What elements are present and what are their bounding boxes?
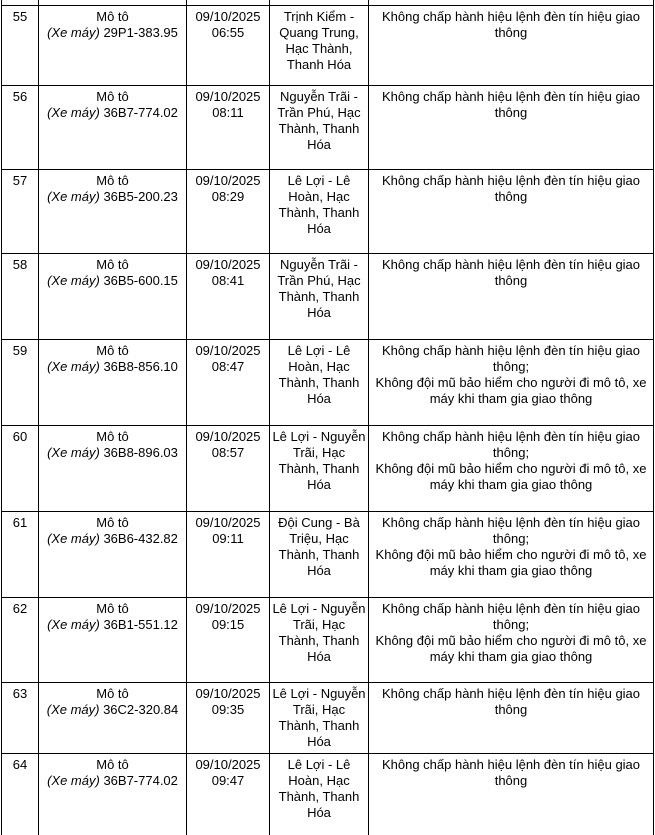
vehicle-type: Mô tô <box>96 515 129 530</box>
datetime-cell <box>187 426 270 512</box>
vehicle-plate-line <box>41 773 184 789</box>
row-index: 59 <box>12 343 28 358</box>
vehicle-plate-line <box>41 105 184 121</box>
datetime-cell <box>187 254 270 340</box>
vehicle-cell <box>39 426 187 512</box>
row-index: 55 <box>12 9 28 24</box>
vehicle-type: Mô tô <box>96 686 129 701</box>
plate-number: 36B1-551.12 <box>99 617 178 632</box>
vehicle-plate-line <box>41 25 184 41</box>
violation-time: 09:11 <box>212 531 244 546</box>
vehicle-type: Mô tô <box>96 173 129 188</box>
vehicle-plate-line <box>41 617 184 633</box>
violation-cell <box>369 170 654 254</box>
violation-text: Không chấp hành hiệu lệnh đèn tín hiệu giao thông; <box>381 429 641 460</box>
vehicle-type: Mô tô <box>96 429 129 444</box>
table-row <box>2 598 654 683</box>
location-cell: Nguyễn Trãi - Trần Phú, Hạc Thành, Thanh Hóa <box>270 86 369 170</box>
row-index-cell <box>2 426 39 512</box>
table-row <box>2 170 654 254</box>
violation-text: Không chấp hành hiệu lệnh đèn tín hiệu giao thông <box>381 257 641 288</box>
row-index: 62 <box>12 601 28 616</box>
datetime-cell <box>187 683 270 754</box>
vehicle-cell <box>39 598 187 683</box>
violation-date: 09/10/2025 <box>195 173 261 188</box>
location-cell: Lê Lợi - Lê Hoàn, Hạc Thành, Thanh Hóa <box>270 340 369 426</box>
plate-number: 36B6-432.82 <box>99 531 178 546</box>
row-index-cell <box>2 254 39 340</box>
location-cell: Lê Lợi - Nguyễn Trãi, Hạc Thành, Thanh Hóa <box>270 683 369 754</box>
violation-date: 09/10/2025 <box>195 515 261 530</box>
violation-cell <box>369 512 654 598</box>
vehicle-type: Mô tô <box>96 257 129 272</box>
vehicle-plate-line <box>41 273 184 289</box>
vehicle-plate-line <box>41 531 184 547</box>
vehicle-cell <box>39 86 187 170</box>
plate-number: 36C2-320.84 <box>99 702 179 717</box>
vehicle-kind: (Xe máy) <box>47 189 100 204</box>
violation-text: Không chấp hành hiệu lệnh đèn tín hiệu giao thông <box>381 757 641 788</box>
row-index: 56 <box>12 89 28 104</box>
violation-date: 09/10/2025 <box>195 429 261 444</box>
vehicle-plate-line <box>41 702 184 718</box>
plate-number: 36B5-600.15 <box>99 273 178 288</box>
vehicle-kind: (Xe máy) <box>47 445 100 460</box>
vehicle-cell <box>39 683 187 754</box>
violation-time: 08:11 <box>212 105 244 120</box>
violation-text: Không đội mũ bảo hiểm cho người đi mô tô, xe máy khi tham gia giao thông <box>375 633 647 664</box>
plate-number: 36B8-896.03 <box>99 445 178 460</box>
vehicle-type: Mô tô <box>96 601 129 616</box>
violation-text: Không chấp hành hiệu lệnh đèn tín hiệu giao thông <box>381 173 641 204</box>
datetime-cell <box>187 340 270 426</box>
vehicle-kind: (Xe máy) <box>47 617 100 632</box>
violation-text: Không chấp hành hiệu lệnh đèn tín hiệu giao thông; <box>381 343 641 374</box>
violation-text: Không chấp hành hiệu lệnh đèn tín hiệu giao thông <box>381 89 641 120</box>
vehicle-kind: (Xe máy) <box>47 273 100 288</box>
vehicle-plate-line <box>41 445 184 461</box>
violation-cell <box>369 86 654 170</box>
violation-time: 06:55 <box>211 25 245 40</box>
plate-number: 36B8-856.10 <box>99 359 178 374</box>
row-index-cell <box>2 683 39 754</box>
vehicle-plate-line <box>41 189 184 205</box>
violation-date: 09/10/2025 <box>195 757 261 772</box>
plate-number: 36B7-774.02 <box>99 773 178 788</box>
datetime-cell <box>187 754 270 835</box>
vehicle-kind: (Xe máy) <box>46 702 100 717</box>
row-index-cell <box>2 754 39 835</box>
row-index-cell <box>2 598 39 683</box>
vehicle-kind: (Xe máy) <box>47 773 100 788</box>
vehicle-cell <box>39 340 187 426</box>
violation-text: Không chấp hành hiệu lệnh đèn tín hiệu giao thông <box>381 686 641 717</box>
vehicle-type: Mô tô <box>96 89 129 104</box>
location-cell: Trịnh Kiểm - Quang Trung, Hạc Thành, Thanh Hóa <box>270 6 369 86</box>
plate-number: 36B7-774.02 <box>99 105 178 120</box>
datetime-cell <box>187 598 270 683</box>
row-index-cell <box>2 86 39 170</box>
violation-time: 08:57 <box>211 445 245 460</box>
violation-date: 09/10/2025 <box>195 343 261 358</box>
violation-date: 09/10/2025 <box>195 9 261 24</box>
location-cell: Lê Lợi - Lê Hoàn, Hạc Thành, Thanh Hóa <box>270 170 369 254</box>
plate-number: 29P1-383.95 <box>99 25 178 40</box>
violation-cell <box>369 683 654 754</box>
table-row <box>2 683 654 754</box>
row-index: 60 <box>12 429 28 444</box>
violation-time: 08:41 <box>211 273 245 288</box>
row-index-cell <box>2 6 39 86</box>
violation-time: 08:29 <box>211 189 245 204</box>
plate-number: 36B5-200.23 <box>99 189 178 204</box>
datetime-cell <box>187 6 270 86</box>
row-index-cell <box>2 170 39 254</box>
violation-text: Không chấp hành hiệu lệnh đèn tín hiệu giao thông <box>381 9 641 40</box>
violation-time: 09:47 <box>211 773 245 788</box>
vehicle-kind: (Xe máy) <box>47 105 100 120</box>
vehicle-cell <box>39 170 187 254</box>
table-row <box>2 426 654 512</box>
row-index: 57 <box>12 173 28 188</box>
violation-cell <box>369 340 654 426</box>
vehicle-type: Mô tô <box>96 757 129 772</box>
table-row <box>2 6 654 86</box>
table-row <box>2 254 654 340</box>
location-cell: Lê Lợi - Nguyễn Trãi, Hạc Thành, Thanh Hóa <box>270 426 369 512</box>
datetime-cell <box>187 86 270 170</box>
datetime-cell <box>187 170 270 254</box>
vehicle-kind: (Xe máy) <box>47 359 100 374</box>
table-row <box>2 754 654 835</box>
violation-date: 09/10/2025 <box>195 257 261 272</box>
violation-time: 09:35 <box>211 702 245 717</box>
violation-cell <box>369 426 654 512</box>
violation-cell <box>369 598 654 683</box>
table-row <box>2 512 654 598</box>
table-body <box>2 0 654 835</box>
violation-cell <box>369 6 654 86</box>
violation-cell <box>369 254 654 340</box>
row-index: 63 <box>12 686 28 701</box>
violation-date: 09/10/2025 <box>195 601 261 616</box>
violation-cell <box>369 754 654 835</box>
location-cell: Lê Lợi - Nguyễn Trãi, Hạc Thành, Thanh Hóa <box>270 598 369 683</box>
violation-text: Không chấp hành hiệu lệnh đèn tín hiệu giao thông; <box>381 515 641 546</box>
vehicle-kind: (Xe máy) <box>47 25 100 40</box>
vehicle-cell <box>39 6 187 86</box>
violation-text: Không đội mũ bảo hiểm cho người đi mô tô, xe máy khi tham gia giao thông <box>375 461 647 492</box>
row-index: 64 <box>12 757 28 772</box>
location-cell: Nguyễn Trãi - Trần Phú, Hạc Thành, Thanh Hóa <box>270 254 369 340</box>
vehicle-type: Mô tô <box>96 9 129 24</box>
vehicle-type: Mô tô <box>96 343 129 358</box>
violation-time: 08:47 <box>211 359 245 374</box>
violation-date: 09/10/2025 <box>195 89 261 104</box>
violation-text: Không đội mũ bảo hiểm cho người đi mô tô, xe máy khi tham gia giao thông <box>375 375 647 406</box>
violation-date: 09/10/2025 <box>195 686 261 701</box>
location-cell: Lê Lợi - Lê Hoàn, Hạc Thành, Thanh Hóa <box>270 754 369 835</box>
vehicle-cell <box>39 512 187 598</box>
row-index: 61 <box>12 515 28 530</box>
vehicle-kind: (Xe máy) <box>47 531 100 546</box>
vehicle-plate-line <box>41 359 184 375</box>
datetime-cell <box>187 512 270 598</box>
violation-text: Không đội mũ bảo hiểm cho người đi mô tô, xe máy khi tham gia giao thông <box>375 547 647 578</box>
violations-table <box>1 0 654 835</box>
location-cell: Đội Cung - Bà Triệu, Hạc Thành, Thanh Hóa <box>270 512 369 598</box>
table-row <box>2 340 654 426</box>
row-index-cell <box>2 512 39 598</box>
vehicle-cell <box>39 254 187 340</box>
violation-time: 09:15 <box>211 617 245 632</box>
violation-text: Không chấp hành hiệu lệnh đèn tín hiệu giao thông; <box>381 601 641 632</box>
row-index-cell <box>2 340 39 426</box>
row-index: 58 <box>12 257 28 272</box>
table-row <box>2 86 654 170</box>
vehicle-cell <box>39 754 187 835</box>
